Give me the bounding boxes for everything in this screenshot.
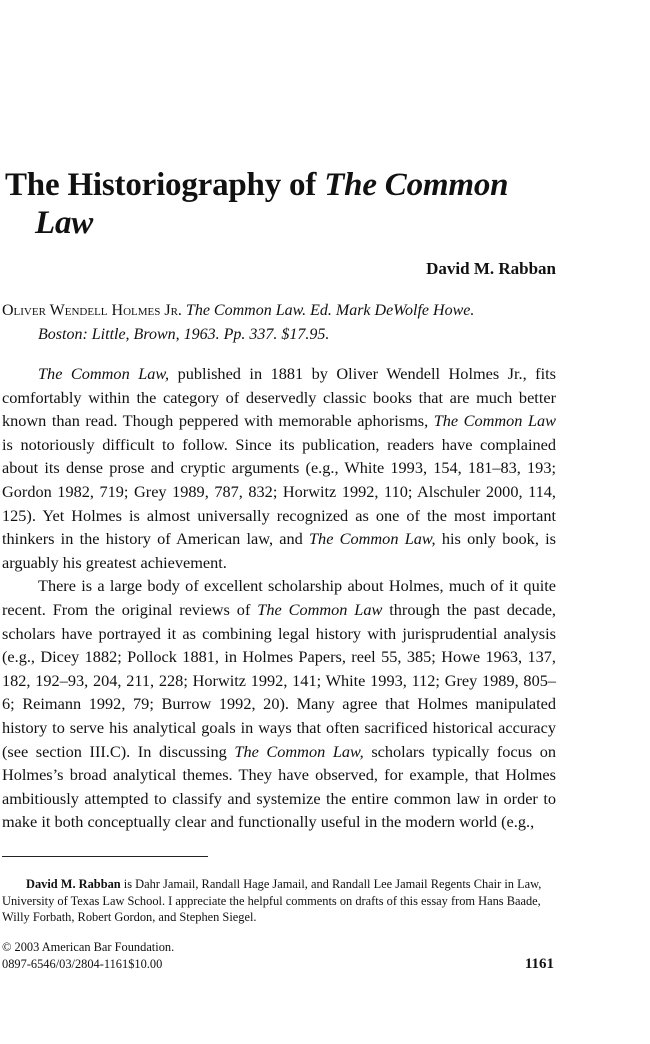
author-footnote [2,876,556,926]
body-paragraph-2 [2,574,556,834]
book-citation [2,299,556,347]
page-number: 1161 [524,956,554,972]
title-reference: The Common Law [433,411,556,431]
title-italic-part2: Law [35,205,94,241]
title-reference: The Common Law, [38,364,170,383]
issn-line: 0897-6546/03/2804-1161$10.00 [2,957,163,971]
article-title [5,166,565,242]
footnote-divider [2,856,208,857]
paragraph-text: through the past decade, scholars have portrayed it as combining legal history with jurisprudential analysis (e.g., Dicey 1882; Pollock 1881, in Holmes Papers, reel 55, 385; Howe 1963, 137, 182, 192–93, 204, 211, 228; Horwitz 1992, 141; White 1993, 112; Grey 1989, 805–6; Reimann 1992, 79; Burrow 1992, 20). Many agree that Holmes manipulated history to serve his analytical goals in ways that often sacrificed historical accuracy (see section III.C). In discussing [2,599,556,761]
copyright-line: © 2003 American Bar Foundation. [2,940,175,954]
paragraph-text: scholars typically focus on Holmes’s broad analytical themes. They have observed, for example, that Holmes ambitiously attempted to classify and systemize the entire common law in order to make it both conceptually clear and functionally useful in the modern world (e.g., [2,741,556,832]
footnote-text: is Dahr Jamail, Randall Hage Jamail, and Randall Lee Jamail Regents Chair in Law, University of Texas Law School. I appreciate the helpful comments on drafts of this essay from Hans Baade, Willy Forbath, Robert Gordon, and Stephen Siegel. [2,877,542,924]
title-reference: The Common Law, [234,741,364,761]
paragraph-text: his only book, is arguably his greatest achievement. [2,529,556,572]
title-italic-part1: The Common [324,167,509,203]
article-body [2,362,556,834]
title-reference: The Common Law [257,599,383,619]
copyright-block [2,939,174,973]
citation-editor: Ed. Mark DeWolfe Howe. [310,302,475,319]
title-reference: The Common Law, [309,529,436,549]
footnote-author-name: David M. Rabban [26,877,121,891]
paragraph-text: There is a large body of excellent scholarship about Holmes, much of it quite recent. From the original reviews of [2,576,556,619]
paragraph-text: published in 1881 by Oliver Wendell Holmes Jr., fits comfortably within the category of deservedly classic books that are much better known than read. Though peppered with memorable aphorisms, [2,364,556,431]
citation-book-title: The Common Law. [185,302,307,319]
article-author: David M. Rabban [426,259,556,278]
body-paragraph-1 [2,362,556,574]
citation-publication: Boston: Little, Brown, 1963. Pp. 337. $17.95. [38,326,330,343]
citation-author: Oliver Wendell Holmes Jr. [2,302,182,319]
paragraph-text: is notoriously difficult to follow. Since its publication, readers have complained about its dense prose and cryptic arguments (e.g., White 1993, 154, 181–83, 193; Gordon 1982, 719; Grey 1989, 787, 832; Horwitz 1992, 110; Alschuler 2000, 114, 125). Yet Holmes is almost universally recognized as one of the most important thinkers in the history of American law, and [2,434,556,549]
title-plain: The Historiography of [5,167,317,203]
